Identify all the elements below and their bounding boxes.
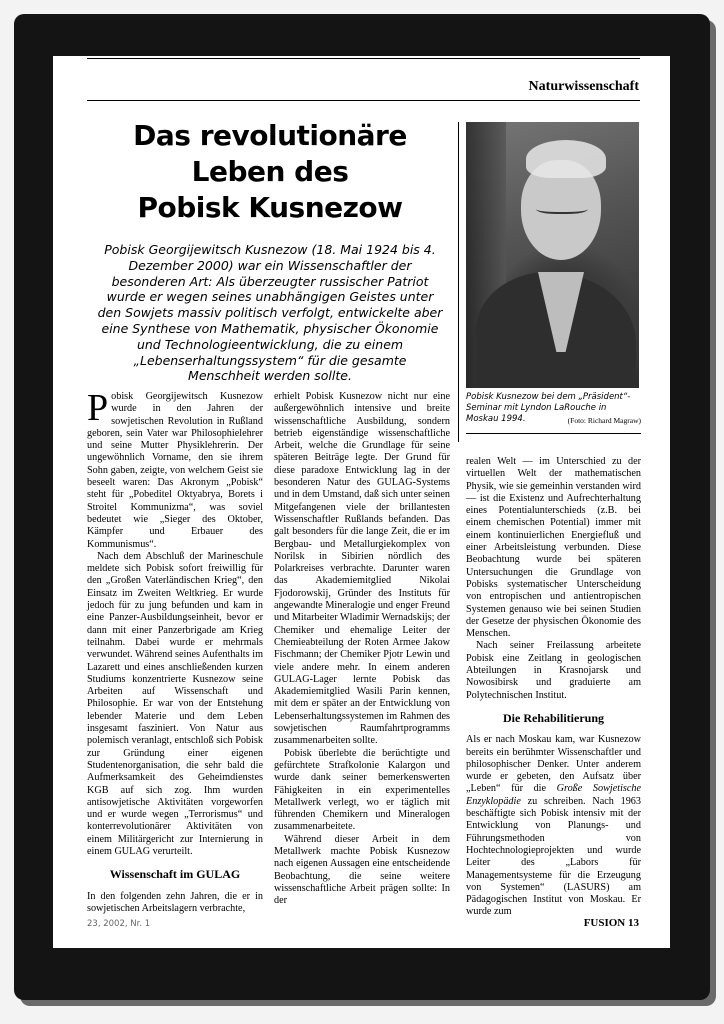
paragraph: Als er nach Moskau kam, war Kusnezow bereits ein berühmter Wissenschaftler und philosophischer Denker. Unter anderem wurde er gebeten, den Aufsatz über „Leben“ für die Große Sowjetische Enzyklopädie zu schreiben. Nach 1963 beschäftigte sich Pobisk intensiv mit der Entwicklung von Planungs- und Führungsmethoden von Hochtechnologieprojekten und wurde Leiter des „Labors für Managementsysteme für die Erzeugung von Systemen“ (LASURS) am Pädagogischen Institut von Moskau. Er wurde zum: [466, 734, 641, 918]
subheading-gulag: Wissenschaft im GULAG: [109, 867, 241, 882]
photo-credit: (Foto: Richard Magraw): [567, 416, 641, 425]
photo-caption: [466, 392, 641, 426]
paragraph: erhielt Pobisk Kusnezow nicht nur eine außergewöhnlich intensive und breite wissenschaftliche Ausbildung, sondern betrieb eigenständige wissenschaftliche Arbeit, welche die Grundlage für seine späteren Beiträge legte. Der Grund für diese paradoxe Entwicklung lag in der besonderen Natur des GULAG-Systems und in dem Umstand, daß sich unter seinen Mitgefangenen viele der brillantesten Wissenschaftler Rußlands befanden. Das galt besonders für die lange Zeit, die er im Bergbau- und Metallurgiekomplex von Norilsk in Sibirien nördlich des Polarkreises verbrachte. Darunter waren das Akademiemitglied Nikolai Fjodorowskij, Gründer des Instituts für angewandte Mineralogie und enger Freund und Mitarbeiter Wladimir Wernadskijs; der Chemiker und ehemalige Leiter der Chemieabteilung der Roten Armee Jakow Fischmann; der Chemiker Pjotr Lewin und viele andere mehr. In einem anderen GULAG-Lager lernte Pobisk das Akademiemitglied Wasili Parin kennen, mit dem er später an der Entwicklung von Lebenserhaltungssystemen im Rahmen des sowjetischen Raumfahrtprogramms zusammenarbeiten sollte.: [274, 391, 450, 747]
title-line-3: Pobisk Kusnezow: [137, 191, 403, 224]
paragraph: Während dieser Arbeit in dem Metallwerk machte Pobisk Kusnezow nach eigenen Aussagen eine entscheidende Beobachtung, die seine weitere wissenschaftliche Arbeit prägen sollte: In der: [274, 833, 450, 907]
caption-text: Pobisk Kusnezow bei dem „Präsident“-Seminar mit Lyndon LaRouche in Moskau 1994.: [466, 392, 631, 424]
paragraph: Pobisk Georgijewitsch Kusnezow wurde in den Jahren der sowjetischen Revolution in Rußland geboren, sein Vater war Philosophielehrer und seine Mutter Physiklehrerin. Der ungewöhnlich Vorname, den sie ihrem Sohn gaben, zeigte, von welchem Geist sie beseelt waren: Das Akronym „Pobisk“ steht für „Pobeditel Oktyabrya, Borets i Stroitel Kommunizma“, was soviel bedeutet wie „Sieger des Oktober, Kämpfer und Erbauer des Kommunismus“.: [87, 387, 263, 550]
article-title: [89, 118, 451, 226]
column-3: [466, 456, 641, 919]
paragraph: Pobisk überlebte die berüchtigte und gefürchtete Strafkolonie Kalargon und wurde dank seiner bemerkenswerten Fähigkeiten in ein experimentelles Metallwerk verlegt, wo er täglich mit führenden Chemikern und Mineralogen zusammenarbeitete.: [274, 747, 450, 833]
page-number: FUSION 13: [583, 917, 639, 929]
title-line-2: Leben des: [191, 155, 349, 188]
article-lead: Pobisk Georgijewitsch Kusnezow (18. Mai 1924 bis 4. Dezember 2000) war ein Wissenschaftler der besonderen Art: Als überzeugter russischer Patriot wurde er wegen seines unabhängigen Geistes unter den Sowjets massiv politisch verfolgt, entwickelte aber eine Synthese von Mathematik, physischer Ökonomie und Technologieentwicklung, die zu einem „Lebenserhaltungssystem“ für die gesamte Menschheit werden sollte.: [97, 242, 443, 384]
section-rule: [87, 100, 640, 101]
column-2: [274, 391, 450, 907]
column-1: [87, 387, 263, 915]
section-label: Naturwissenschaft: [528, 79, 639, 94]
title-line-1: Das revolutionäre: [133, 119, 407, 152]
issue-info: 23, 2002, Nr. 1: [87, 919, 151, 929]
paragraph: Nach dem Abschluß der Marineschule meldete sich Pobisk sofort freiwillig für den „Großen Vaterländischen Krieg“, den Einsatz im Zweiten Weltkrieg. Er wurde jedoch für zu jung befunden und kam in eine Panzer-Ausbildungseinheit, bevor er dann mit einer Panzerbrigade am Krieg teilnahm. Dabei wurde er mehrmals verwundet. Während seines Aufenthalts im Lazarett und eines anschließenden kurzen Studiums konzentrierte Kusnezow seine Arbeiten auf Wissenschaft und Philosophie. Er war von der Entstehung lebender Materie und dem Leben insgesamt fasziniert. Von Natur aus polemisch veranlagt, entschloß sich Pobisk zur Gründung einer eigenen Studentenorganisation, die sehr bald die Aufmerksamkeit des Geheimdienstes KGB auf sich zog. Ihm wurden antisowjetische Aktivitäten vorgeworfen und er wurde wegen „Terrorismus“ und konterrevolutionärer Aktivitäten von einem Militärgericht zur Internierung in einem GULAG verurteilt.: [87, 550, 263, 857]
drop-cap: P: [87, 387, 109, 429]
paragraph: realen Welt — im Unterschied zu der virtuellen Welt der mathematischen Physik, wie sie gemeinhin verstanden wird — ist die Existenz und Aufrechterhaltung eines Potentialunterschieds (z.B. bei einem chemischen Potential) immer mit einem kontinuierlichen Energiefluß und einer Arbeitsleistung verbunden. Diese Beobachtung wurde bei späteren Untersuchungen die Grundlage von Pobisks systematischer Unterscheidung von entropischen und antientropischen Systemen genauso wie bei seinen Studien der Gesetze der physischen Ökonomie des Menschen.: [466, 456, 641, 640]
photo-divider: [458, 122, 459, 442]
paragraph: In den folgenden zehn Jahren, die er in sowjetischen Arbeitslagern verbrachte,: [87, 890, 263, 914]
magazine-page: [53, 56, 670, 948]
subheading-rehabilitation: Die Rehabilitierung: [503, 710, 604, 725]
paragraph: Nach seiner Freilassung arbeitete Pobisk eine Zeitlang in geologischen Abteilungen in Krasnojarsk und Nowosibirsk und graduierte am Polytechnischen Institut.: [466, 640, 641, 701]
top-rule: [87, 58, 640, 59]
portrait-photo: [466, 122, 639, 388]
caption-rule: [466, 433, 641, 434]
